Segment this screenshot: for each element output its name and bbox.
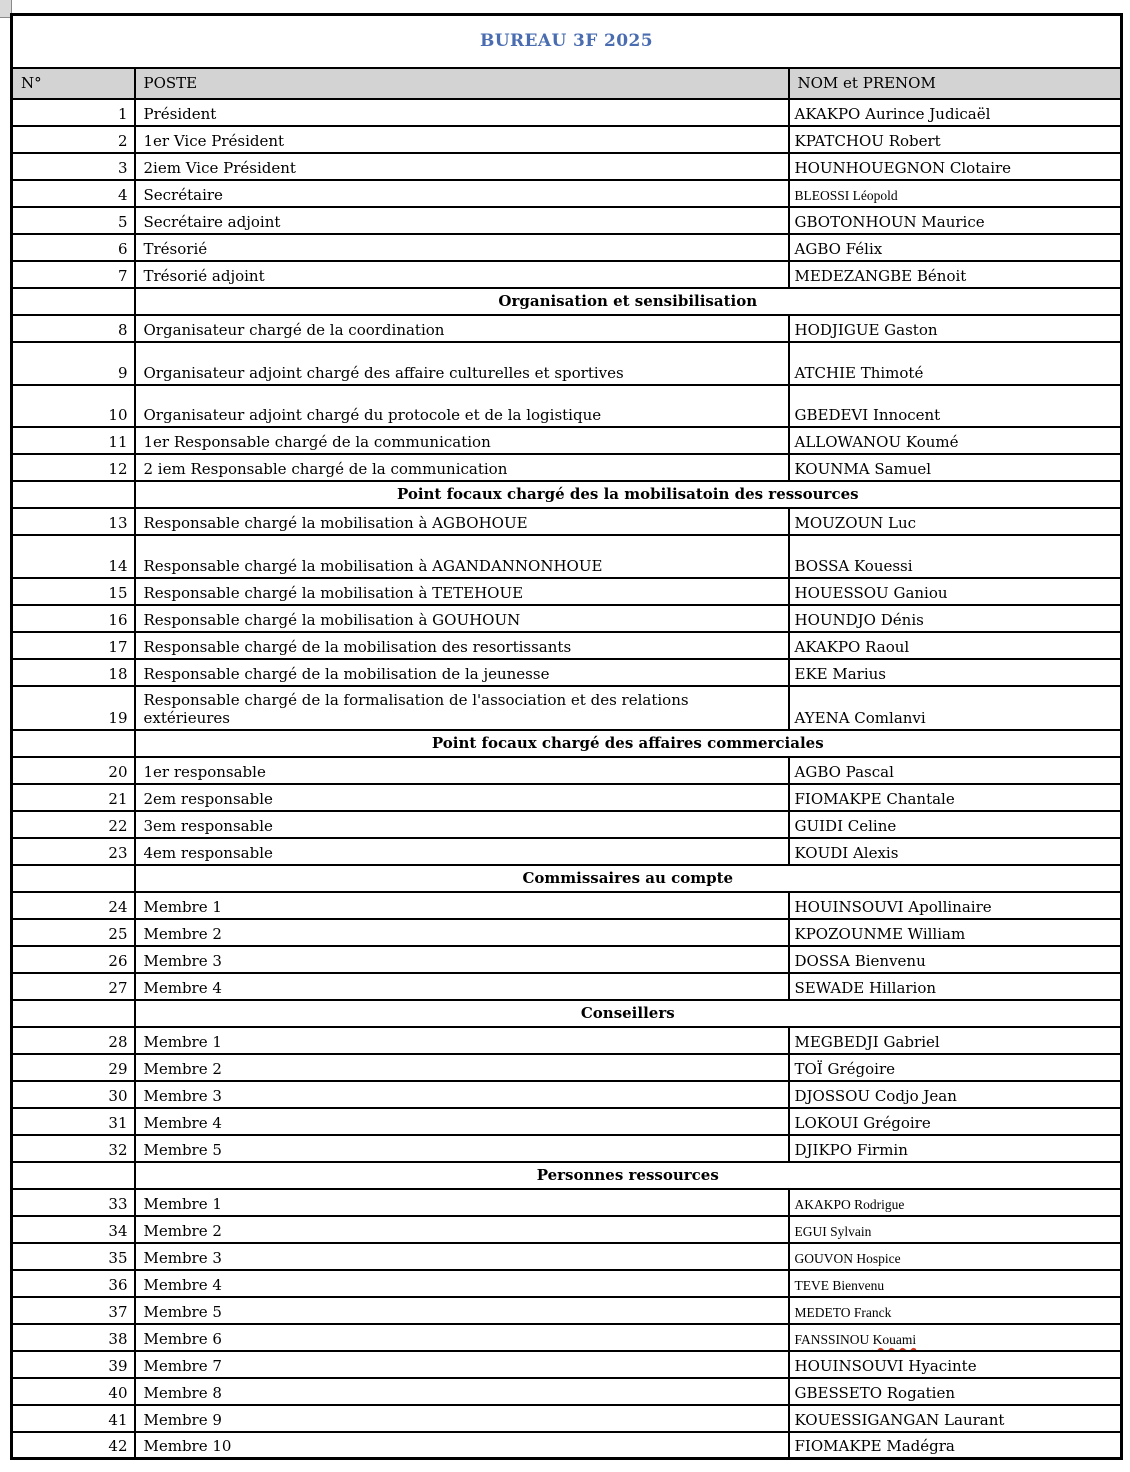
row-num: 7 <box>12 261 135 288</box>
row-poste: Membre 1 <box>135 892 789 919</box>
table-row <box>12 234 1122 261</box>
table-row <box>12 1270 1122 1297</box>
row-poste: Président <box>135 99 789 126</box>
row-nom: KOUNMA Samuel <box>789 454 1122 481</box>
table-row <box>12 1405 1122 1432</box>
row-nom: KOUESSIGANGAN Laurant <box>789 1405 1122 1432</box>
row-poste: Membre 5 <box>135 1135 789 1162</box>
col-header-nom: NOM et PRENOM <box>789 68 1122 99</box>
table-row <box>12 153 1122 180</box>
table-row <box>12 757 1122 784</box>
header-row <box>12 68 1122 99</box>
row-num: 27 <box>12 973 135 1000</box>
row-num: 18 <box>12 659 135 686</box>
row-poste: Secrétaire <box>135 180 789 207</box>
section-label: Point focaux chargé des la mobilisatoin des ressources <box>135 481 1122 508</box>
row-nom: FIOMAKPE Madégra <box>789 1432 1122 1459</box>
row-nom: AYENA Comlanvi <box>789 686 1122 730</box>
section-label: Conseillers <box>135 1000 1122 1027</box>
table-row <box>12 1378 1122 1405</box>
row-num: 41 <box>12 1405 135 1432</box>
row-nom: MOUZOUN Luc <box>789 508 1122 535</box>
row-poste: Organisateur adjoint chargé du protocole et de la logistique <box>135 385 789 427</box>
row-num: 35 <box>12 1243 135 1270</box>
table-row <box>12 1108 1122 1135</box>
table-row <box>12 659 1122 686</box>
table-row <box>12 1351 1122 1378</box>
row-num-cell <box>12 865 135 892</box>
col-header-poste: POSTE <box>135 68 789 99</box>
row-poste: Membre 4 <box>135 1108 789 1135</box>
table-row <box>12 1216 1122 1243</box>
row-nom: ALLOWANOU Koumé <box>789 427 1122 454</box>
row-num: 28 <box>12 1027 135 1054</box>
row-poste: Membre 2 <box>135 919 789 946</box>
row-nom: DJIKPO Firmin <box>789 1135 1122 1162</box>
row-nom: ATCHIE Thimoté <box>789 342 1122 385</box>
row-num: 15 <box>12 578 135 605</box>
row-nom: AKAKPO Raoul <box>789 632 1122 659</box>
row-nom: DOSSA Bienvenu <box>789 946 1122 973</box>
row-nom: FIOMAKPE Chantale <box>789 784 1122 811</box>
table-row <box>12 385 1122 427</box>
table-row <box>12 1243 1122 1270</box>
row-num: 10 <box>12 385 135 427</box>
row-num: 42 <box>12 1432 135 1459</box>
row-num: 38 <box>12 1324 135 1351</box>
row-nom: TOÏ Grégoire <box>789 1054 1122 1081</box>
table-row <box>12 578 1122 605</box>
row-num: 13 <box>12 508 135 535</box>
row-poste: 2em responsable <box>135 784 789 811</box>
row-nom: TEVE Bienvenu <box>789 1270 1122 1297</box>
table-row <box>12 427 1122 454</box>
row-num: 6 <box>12 234 135 261</box>
row-nom: AGBO Pascal <box>789 757 1122 784</box>
row-poste: Membre 5 <box>135 1297 789 1324</box>
row-poste: Membre 10 <box>135 1432 789 1459</box>
row-poste: Trésorié <box>135 234 789 261</box>
row-num: 9 <box>12 342 135 385</box>
row-nom: HOUESSOU Ganiou <box>789 578 1122 605</box>
row-poste: 1er Responsable chargé de la communication <box>135 427 789 454</box>
row-poste: Membre 4 <box>135 1270 789 1297</box>
section-label: Point focaux chargé des affaires commerciales <box>135 730 1122 757</box>
section-label: Personnes ressources <box>135 1162 1122 1189</box>
table-row <box>12 180 1122 207</box>
row-num: 26 <box>12 946 135 973</box>
row-num: 11 <box>12 427 135 454</box>
table-row <box>12 99 1122 126</box>
table-row <box>12 126 1122 153</box>
row-poste: Membre 2 <box>135 1054 789 1081</box>
row-nom: GOUVON Hospice <box>789 1243 1122 1270</box>
section-row <box>12 1162 1122 1189</box>
row-num: 21 <box>12 784 135 811</box>
row-nom: KPATCHOU Robert <box>789 126 1122 153</box>
row-num-cell <box>12 288 135 315</box>
table-row <box>12 1432 1122 1459</box>
title-row <box>12 15 1122 68</box>
row-poste: Membre 3 <box>135 1243 789 1270</box>
table-row <box>12 1297 1122 1324</box>
row-num: 37 <box>12 1297 135 1324</box>
row-num: 19 <box>12 686 135 730</box>
row-num-cell <box>12 481 135 508</box>
row-poste: Membre 7 <box>135 1351 789 1378</box>
row-poste: Organisateur adjoint chargé des affaire culturelles et sportives <box>135 342 789 385</box>
section-row <box>12 288 1122 315</box>
row-num: 22 <box>12 811 135 838</box>
row-nom: AGBO Félix <box>789 234 1122 261</box>
row-poste: Responsable chargé la mobilisation à AGANDANNONHOUE <box>135 535 789 578</box>
row-poste: Organisateur chargé de la coordination <box>135 315 789 342</box>
col-header-num: N° <box>12 68 135 99</box>
table-row <box>12 892 1122 919</box>
row-poste: Membre 1 <box>135 1189 789 1216</box>
row-nom: HODJIGUE Gaston <box>789 315 1122 342</box>
section-row <box>12 1000 1122 1027</box>
table-row <box>12 1135 1122 1162</box>
row-num: 23 <box>12 838 135 865</box>
table-row <box>12 946 1122 973</box>
row-poste: Trésorié adjoint <box>135 261 789 288</box>
row-num: 33 <box>12 1189 135 1216</box>
row-nom: HOUNHOUEGNON Clotaire <box>789 153 1122 180</box>
table-row <box>12 315 1122 342</box>
row-num: 24 <box>12 892 135 919</box>
row-nom: BOSSA Kouessi <box>789 535 1122 578</box>
row-nom: HOUINSOUVI Apollinaire <box>789 892 1122 919</box>
row-nom: LOKOUI Grégoire <box>789 1108 1122 1135</box>
row-num: 5 <box>12 207 135 234</box>
table-row <box>12 1054 1122 1081</box>
section-row <box>12 865 1122 892</box>
table-row <box>12 1189 1122 1216</box>
row-num: 12 <box>12 454 135 481</box>
row-num: 30 <box>12 1081 135 1108</box>
row-num: 2 <box>12 126 135 153</box>
row-nom: EGUI Sylvain <box>789 1216 1122 1243</box>
row-poste: Responsable chargé la mobilisation à GOUHOUN <box>135 605 789 632</box>
row-nom: KPOZOUNME William <box>789 919 1122 946</box>
table-row <box>12 1324 1122 1351</box>
row-nom: AKAKPO Rodrigue <box>789 1189 1122 1216</box>
row-poste: Responsable chargé la mobilisation à TETEHOUE <box>135 578 789 605</box>
table-row <box>12 811 1122 838</box>
row-nom: KOUDI Alexis <box>789 838 1122 865</box>
row-nom: BLEOSSI Léopold <box>789 180 1122 207</box>
row-num-cell <box>12 1162 135 1189</box>
row-poste: Membre 3 <box>135 1081 789 1108</box>
section-label: Commissaires au compte <box>135 865 1122 892</box>
row-nom: MEDEZANGBE Bénoit <box>789 261 1122 288</box>
row-nom: FANSSINOU Kouami <box>789 1324 1122 1351</box>
row-poste: 4em responsable <box>135 838 789 865</box>
row-poste: 3em responsable <box>135 811 789 838</box>
row-num: 29 <box>12 1054 135 1081</box>
row-nom: DJOSSOU Codjo Jean <box>789 1081 1122 1108</box>
row-poste: Secrétaire adjoint <box>135 207 789 234</box>
row-nom: GBEDEVI Innocent <box>789 385 1122 427</box>
row-num: 16 <box>12 605 135 632</box>
row-poste: Responsable chargé la mobilisation à AGBOHOUE <box>135 508 789 535</box>
row-poste: Responsable chargé de la mobilisation de la jeunesse <box>135 659 789 686</box>
row-poste: Membre 6 <box>135 1324 789 1351</box>
row-poste: 1er Vice Président <box>135 126 789 153</box>
row-num: 14 <box>12 535 135 578</box>
table-row <box>12 838 1122 865</box>
row-num: 25 <box>12 919 135 946</box>
table-row <box>12 919 1122 946</box>
row-num: 31 <box>12 1108 135 1135</box>
row-poste: 2 iem Responsable chargé de la communication <box>135 454 789 481</box>
row-num: 20 <box>12 757 135 784</box>
row-num: 3 <box>12 153 135 180</box>
row-nom: MEGBEDJI Gabriel <box>789 1027 1122 1054</box>
row-poste: 2iem Vice Président <box>135 153 789 180</box>
row-num-cell <box>12 730 135 757</box>
table-row <box>12 535 1122 578</box>
row-poste: Membre 3 <box>135 946 789 973</box>
table-row <box>12 605 1122 632</box>
misspelled-word: Kouami <box>872 1331 917 1347</box>
page-title: BUREAU 3F 2025 <box>12 15 1122 68</box>
row-poste: Membre 1 <box>135 1027 789 1054</box>
section-label: Organisation et sensibilisation <box>135 288 1122 315</box>
row-num: 40 <box>12 1378 135 1405</box>
row-poste: Membre 2 <box>135 1216 789 1243</box>
row-num: 32 <box>12 1135 135 1162</box>
table-row <box>12 207 1122 234</box>
table-row <box>12 508 1122 535</box>
table-row <box>12 342 1122 385</box>
table-row <box>12 1027 1122 1054</box>
section-row <box>12 481 1122 508</box>
row-num: 1 <box>12 99 135 126</box>
row-nom: HOUNDJO Dénis <box>789 605 1122 632</box>
row-nom: HOUINSOUVI Hyacinte <box>789 1351 1122 1378</box>
row-nom: MEDETO Franck <box>789 1297 1122 1324</box>
row-num: 17 <box>12 632 135 659</box>
table-row <box>12 1081 1122 1108</box>
row-num: 34 <box>12 1216 135 1243</box>
row-poste: Membre 4 <box>135 973 789 1000</box>
table-row <box>12 973 1122 1000</box>
row-num: 8 <box>12 315 135 342</box>
table-body <box>12 15 1122 1459</box>
row-num: 39 <box>12 1351 135 1378</box>
row-poste: Responsable chargé de la formalisation de l'association et des relations extérieures <box>135 686 789 730</box>
row-num-cell <box>12 1000 135 1027</box>
row-poste: 1er responsable <box>135 757 789 784</box>
bureau-table <box>10 13 1123 1460</box>
row-nom: GBOTONHOUN Maurice <box>789 207 1122 234</box>
row-nom: EKE Marius <box>789 659 1122 686</box>
row-poste: Membre 8 <box>135 1378 789 1405</box>
table-row <box>12 784 1122 811</box>
row-poste: Responsable chargé de la mobilisation des resortissants <box>135 632 789 659</box>
row-nom: GBESSETO Rogatien <box>789 1378 1122 1405</box>
row-nom: GUIDI Celine <box>789 811 1122 838</box>
section-row <box>12 730 1122 757</box>
table-row <box>12 261 1122 288</box>
table-row <box>12 686 1122 730</box>
row-poste: Membre 9 <box>135 1405 789 1432</box>
row-nom: AKAKPO Aurince Judicaël <box>789 99 1122 126</box>
table-row <box>12 632 1122 659</box>
table-row <box>12 454 1122 481</box>
row-nom: SEWADE Hillarion <box>789 973 1122 1000</box>
row-num: 4 <box>12 180 135 207</box>
row-num: 36 <box>12 1270 135 1297</box>
